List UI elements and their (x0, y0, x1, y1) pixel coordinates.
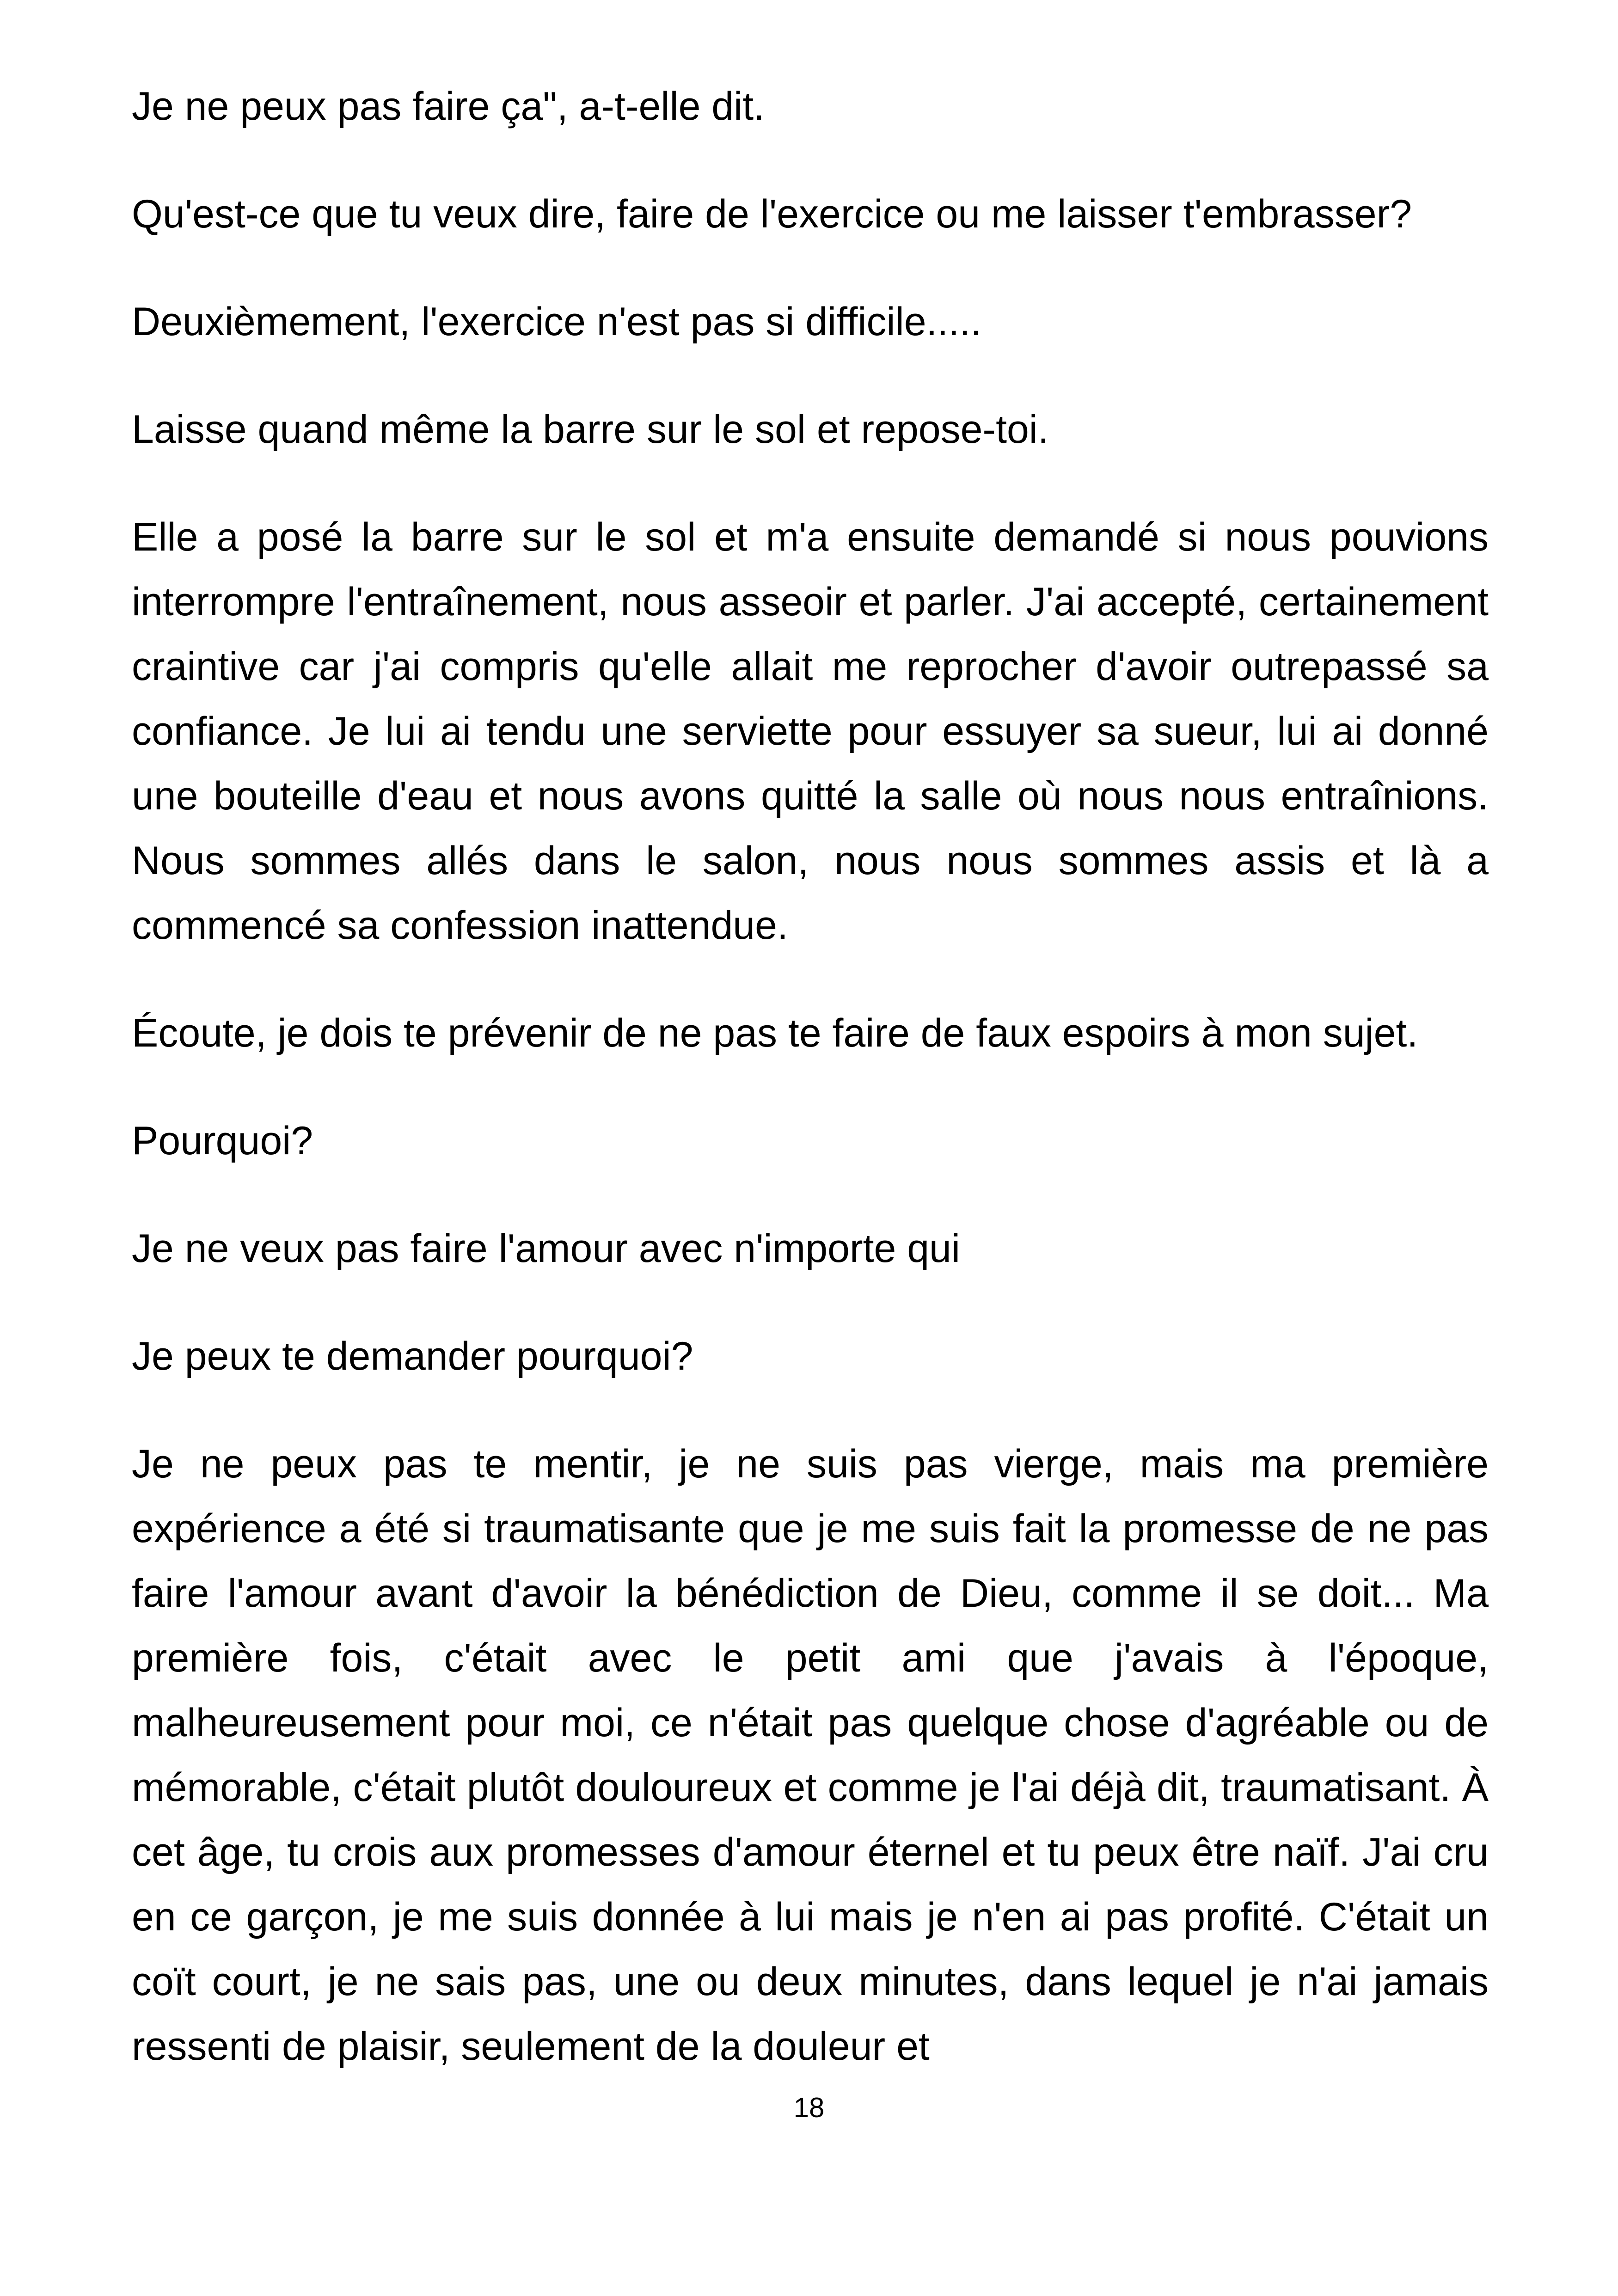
paragraph-6: Écoute, je dois te prévenir de ne pas te faire de faux espoirs à mon sujet. (132, 1011, 1418, 1055)
paragraph-5: Elle a posé la barre sur le sol et m'a ensuite demandé si nous pouvions interrompre l'entraînement, nous asseoir et parler. J'ai accepté, certainement craintive car j'ai compris qu'elle allait me reprocher d'avoir outrepassé sa confiance. Je lui ai tendu une serviette pour essuyer sa sueur, lui ai donné une bouteille d'eau et nous avons quitté la salle où nous nous entraînions. Nous sommes allés dans le salon, nous nous sommes assis et là a commencé sa confession inattendue. (132, 515, 1489, 948)
page-body (132, 74, 1489, 2122)
paragraph-4: Laisse quand même la barre sur le sol et repose-toi. (132, 407, 1049, 452)
paragraph-2: Qu'est-ce que tu veux dire, faire de l'exercice ou me laisser t'embrasser? (132, 192, 1412, 236)
paragraph-10: Je ne peux pas te mentir, je ne suis pas vierge, mais ma première expérience a été si traumatisante que je me suis fait la promesse de ne pas faire l'amour avant d'avoir la bénédiction de Dieu, comme il se doit... Ma première fois, c'était avec le petit ami que j'avais à l'époque, malheureusement pour moi, ce n'était pas quelque chose d'agréable ou de mémorable, c'était plutôt douloureux et comme je l'ai déjà dit, traumatisant. À cet âge, tu crois aux promesses d'amour éternel et tu peux être naïf. J'ai cru en ce garçon, je me suis donnée à lui mais je n'en ai pas profité. C'était un coït court, je ne sais pas, une ou deux minutes, dans lequel je n'ai jamais ressenti de plaisir, seulement de la douleur et (132, 1442, 1489, 2069)
paragraph-7: Pourquoi? (132, 1119, 313, 1163)
paragraph-9: Je peux te demander pourquoi? (132, 1334, 693, 1378)
page-number: 18 (793, 2092, 825, 2123)
paragraph-8: Je ne veux pas faire l'amour avec n'importe qui (132, 1226, 960, 1271)
paragraph-1: Je ne peux pas faire ça", a-t-elle dit. (132, 84, 765, 129)
paragraph-3: Deuxièmement, l'exercice n'est pas si difficile..... (132, 300, 981, 344)
